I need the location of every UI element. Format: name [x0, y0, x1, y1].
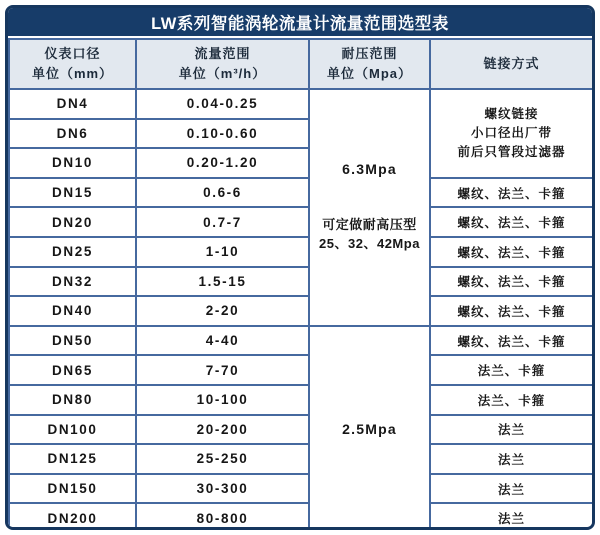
connection-cell: 螺纹、法兰、卡箍 [430, 237, 593, 267]
diameter-cell: DN10 [9, 148, 136, 178]
connection-cell: 法兰 [430, 474, 593, 504]
connection-cell: 法兰 [430, 415, 593, 445]
diameter-cell: DN200 [9, 503, 136, 530]
diameter-cell: DN4 [9, 89, 136, 119]
flow-range-cell: 25-250 [136, 444, 309, 474]
diameter-cell: DN100 [9, 415, 136, 445]
table-row [9, 503, 593, 530]
diameter-cell: DN125 [9, 444, 136, 474]
table-row [9, 296, 593, 326]
table-row [9, 385, 593, 415]
diameter-cell: DN150 [9, 474, 136, 504]
flow-range-cell: 0.6-6 [136, 178, 309, 208]
table-row [9, 267, 593, 297]
table-header [9, 39, 593, 89]
pressure-note-line1: 可定做耐高压型 [322, 216, 417, 232]
connection-cell: 法兰、卡箍 [430, 355, 593, 385]
connection-cell: 法兰、卡箍 [430, 385, 593, 415]
flow-range-cell: 10-100 [136, 385, 309, 415]
flow-range-cell: 0.7-7 [136, 207, 309, 237]
connection-cell-small-bore [430, 89, 593, 178]
col-header-pressure [309, 39, 430, 89]
diameter-cell: DN20 [9, 207, 136, 237]
col-header-connection-title: 链接方式 [483, 55, 540, 71]
table-row [9, 207, 593, 237]
connection-merged-line2: 小口径出厂带 [470, 126, 552, 141]
flow-range-cell: 0.04-0.25 [136, 89, 309, 119]
table-row [9, 326, 593, 356]
diameter-cell: DN80 [9, 385, 136, 415]
diameter-cell: DN15 [9, 178, 136, 208]
col-header-flow-range [136, 39, 309, 89]
connection-merged-line3: 前后只管段过滤器 [457, 144, 566, 159]
table-title: LW系列智能涡轮流量计流量范围选型表 [8, 8, 592, 38]
pressure-value: 6.3Mpa [342, 160, 397, 177]
pressure-cell-2-5mpa [309, 326, 430, 530]
connection-cell: 螺纹、法兰、卡箍 [430, 178, 593, 208]
flow-range-cell: 80-800 [136, 503, 309, 530]
table-row [9, 237, 593, 267]
col-header-connection [430, 39, 593, 89]
pressure-note-line2: 25、32、42Mpa [319, 236, 420, 252]
diameter-cell: DN32 [9, 267, 136, 297]
col-header-pressure-unit: 单位（Mpa） [326, 66, 412, 81]
flow-range-cell: 0.20-1.20 [136, 148, 309, 178]
header-row [9, 39, 593, 89]
diameter-cell: DN65 [9, 355, 136, 385]
table-row [9, 444, 593, 474]
table-row [9, 355, 593, 385]
diameter-cell: DN25 [9, 237, 136, 267]
pressure-value: 2.5Mpa [342, 421, 397, 438]
connection-merged-line1: 螺纹链接 [484, 107, 539, 122]
table-row [9, 178, 593, 208]
diameter-cell: DN6 [9, 119, 136, 149]
connection-cell: 螺纹、法兰、卡箍 [430, 326, 593, 356]
connection-cell: 螺纹、法兰、卡箍 [430, 296, 593, 326]
selection-table [8, 38, 594, 530]
flow-range-cell: 20-200 [136, 415, 309, 445]
table-row [9, 474, 593, 504]
col-header-diameter [9, 39, 136, 89]
pressure-cell-6-3mpa [309, 89, 430, 326]
flow-range-cell: 2-20 [136, 296, 309, 326]
col-header-flow-title: 流量范围 [194, 45, 251, 61]
col-header-diameter-title: 仪表口径 [44, 45, 101, 61]
col-header-diameter-unit: 单位（mm） [31, 66, 114, 81]
table-body [9, 89, 593, 530]
col-header-pressure-title: 耐压范围 [341, 45, 398, 61]
diameter-cell: DN40 [9, 296, 136, 326]
selection-table-card [5, 5, 595, 530]
flow-range-cell: 1-10 [136, 237, 309, 267]
flow-range-cell: 0.10-0.60 [136, 119, 309, 149]
table-row [9, 89, 593, 119]
connection-cell: 法兰 [430, 444, 593, 474]
table-row [9, 415, 593, 445]
flow-range-cell: 1.5-15 [136, 267, 309, 297]
flow-range-cell: 7-70 [136, 355, 309, 385]
connection-cell: 法兰 [430, 503, 593, 530]
flow-range-cell: 30-300 [136, 474, 309, 504]
flow-range-cell: 4-40 [136, 326, 309, 356]
col-header-flow-unit: 单位（m³/h） [178, 66, 267, 81]
diameter-cell: DN50 [9, 326, 136, 356]
connection-cell: 螺纹、法兰、卡箍 [430, 207, 593, 237]
connection-cell: 螺纹、法兰、卡箍 [430, 267, 593, 297]
